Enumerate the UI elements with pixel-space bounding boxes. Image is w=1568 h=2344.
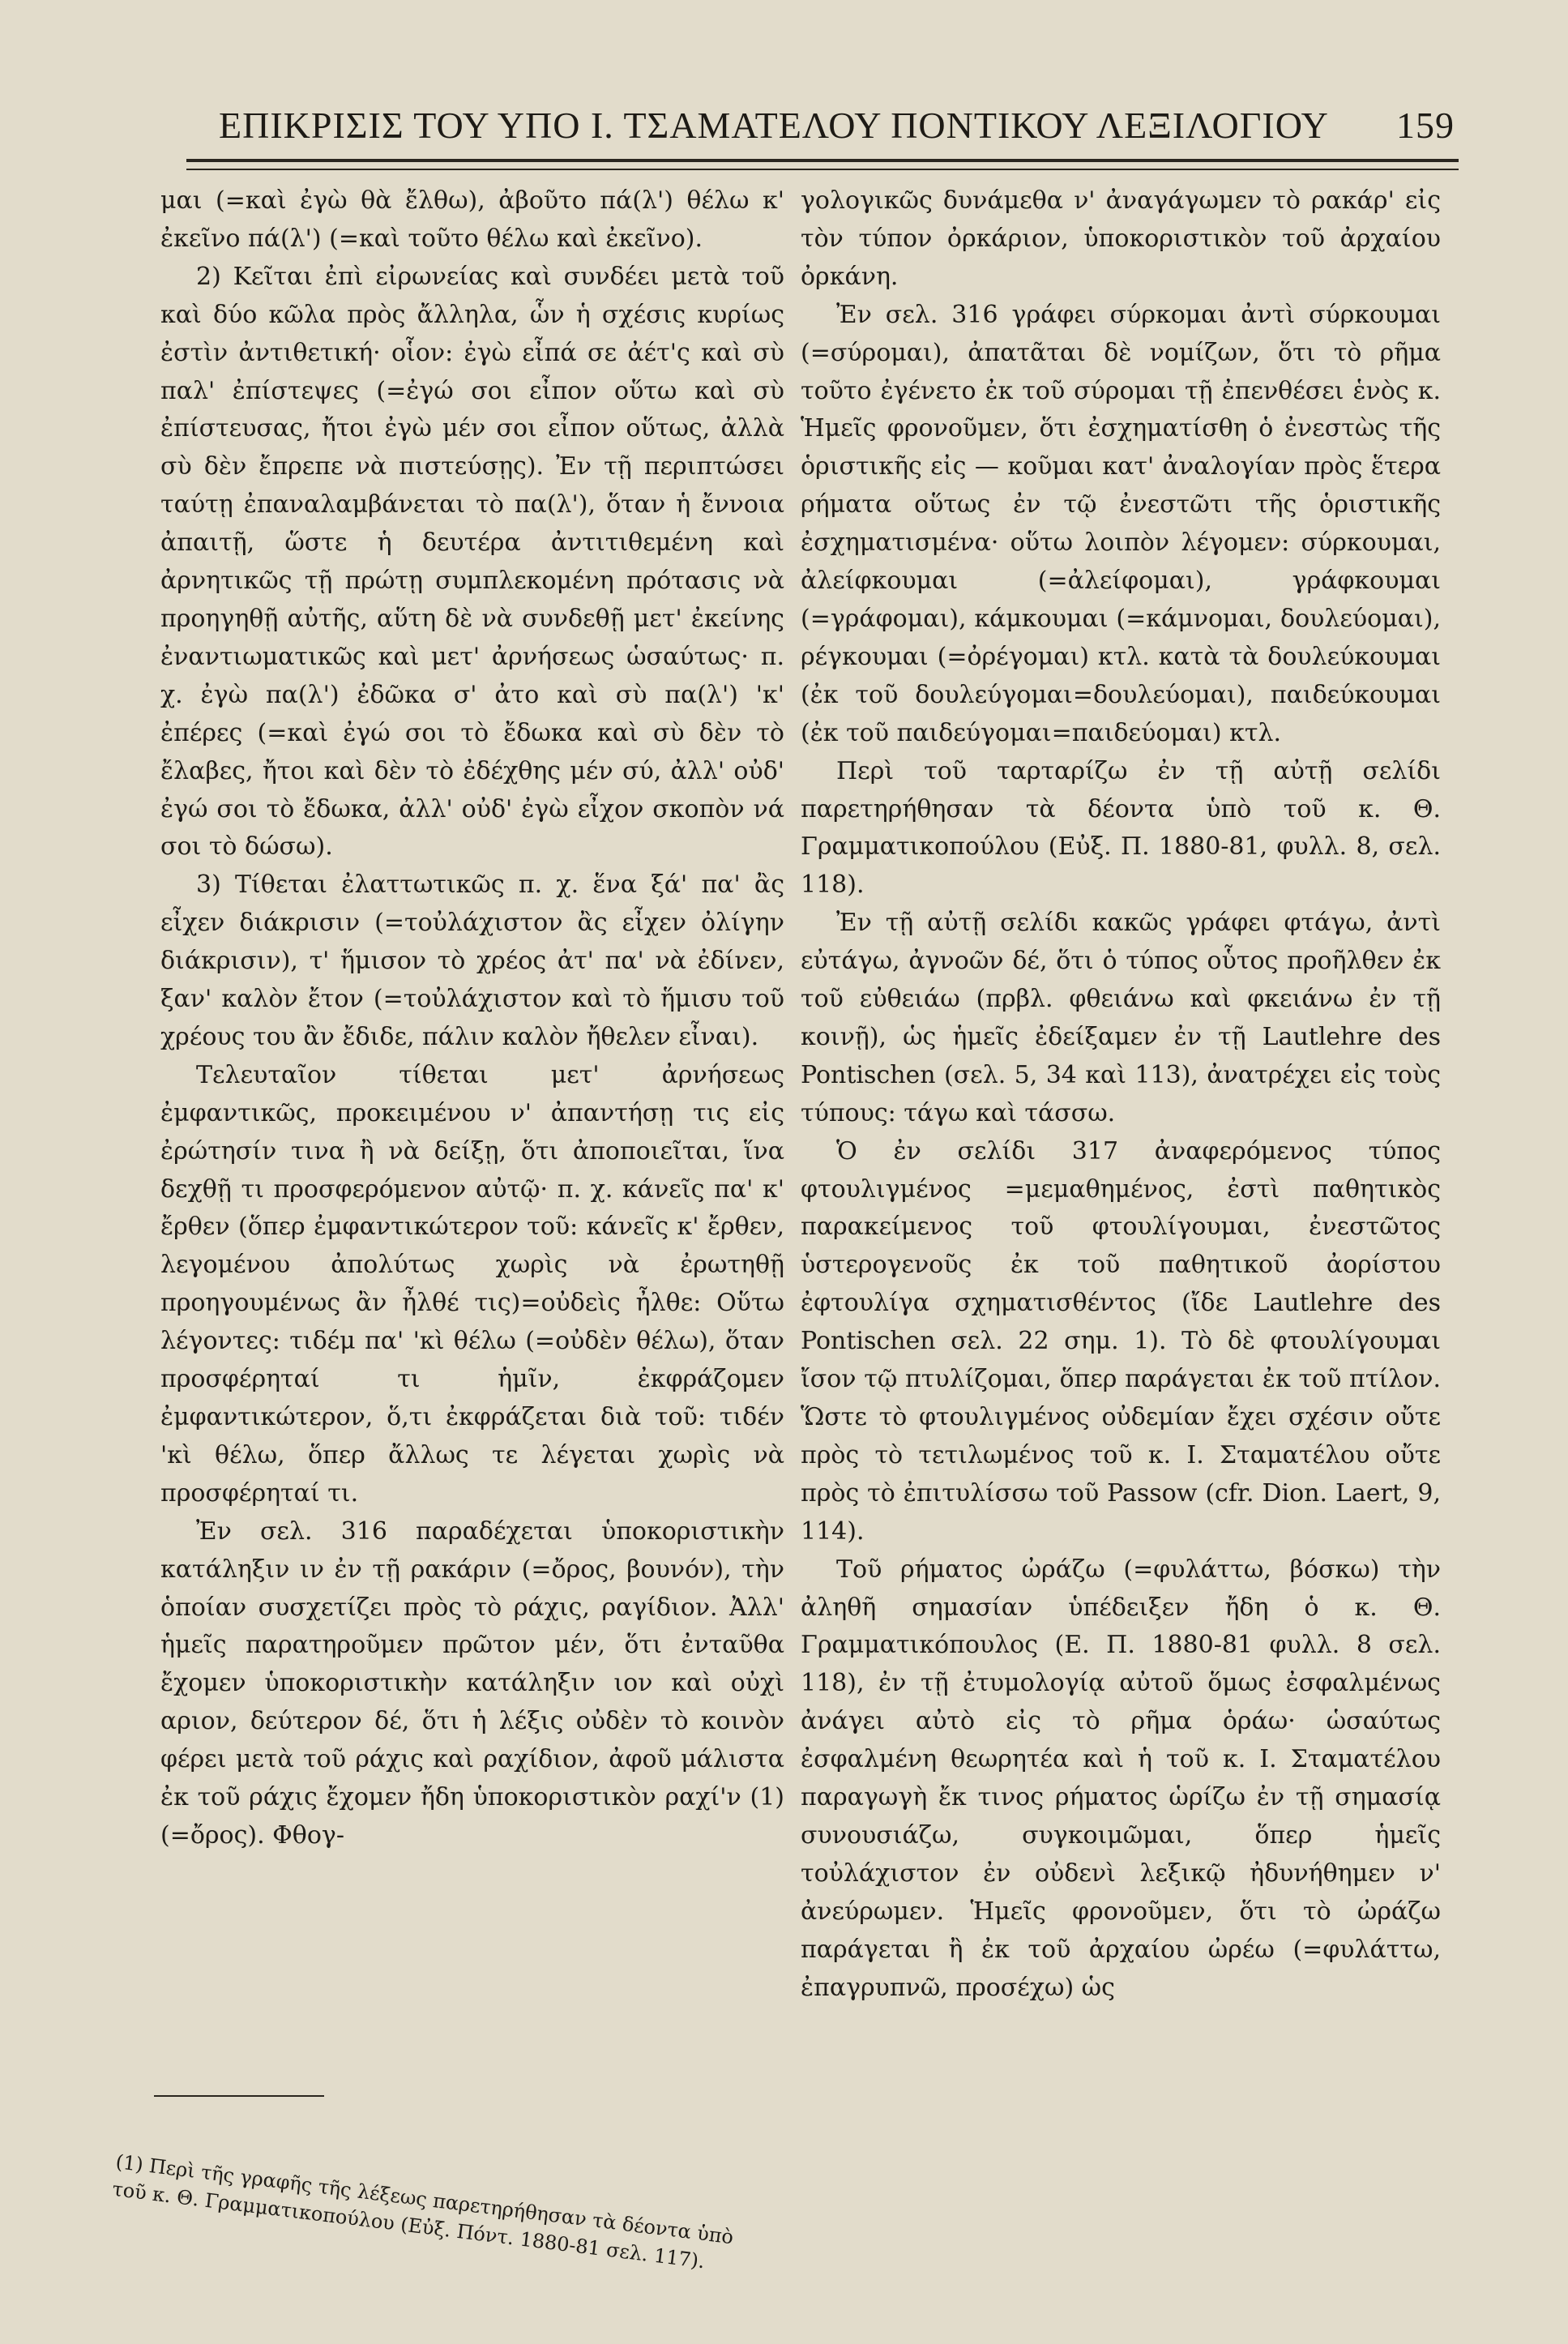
footnote-text: (1) Περὶ τῆς γραφῆς τῆς λέξεως παρετηρήθησαν τὰ δέοντα ὑπὸ τοῦ κ. Θ. Γραμματικοπούλου (Εὐξ. Πόντ. 1880-81 σελ. 117). <box>111 2149 735 2273</box>
left-column <box>160 182 784 1855</box>
footnote <box>111 2148 737 2278</box>
paragraph: γολογικῶς δυνάμεθα ν' ἀναγάγωμεν τὸ ρακάρ' εἰς τὸν τύπον ὀρκάριον, ὑποκοριστικὸν τοῦ ἀρχαίου ὀρκάνη. <box>801 186 1441 291</box>
paragraph: Ἐν σελ. 316 γράφει σύρκομαι ἀντὶ σύρκουμαι (=σύρομαι), ἀπατᾶται δὲ νομίζων, ὅτι τὸ ρῆμα τοῦτο ἐγένετο ἐκ τοῦ σύρομαι τῇ ἐπενθέσει ἑνὸς κ. Ἡμεῖς φρονοῦμεν, ὅτι ἐσχηματίσθη ὁ ἐνεστὼς τῆς ὁριστικῆς εἰς — κοῦμαι κατ' ἀναλογίαν πρὸς ἕτερα ρήματα οὕτως ἐν τῷ ἐνεστῶτι τῆς ὁριστικῆς ἐσχηματισμένα· οὕτω λοιπὸν λέγομεν: σύρκουμαι, ἀλείφκουμαι (=ἀλείφομαι), γράφκουμαι (=γράφομαι), κάμκουμαι (=κάμνομαι, δουλεύομαι), ρέγκουμαι (=ὀρέγομαι) κτλ. κατὰ τὰ δουλεύκουμαι (ἐκ τοῦ δουλεύγομαι=δουλεύομαι), παιδεύκουμαι (ἐκ τοῦ παιδεύγομαι=παιδεύομαι) κτλ. <box>801 300 1441 747</box>
page-number: 159 <box>1396 105 1455 146</box>
header-rule-thin <box>186 169 1459 170</box>
page-title: ΕΠΙΚΡΙΣΙΣ ΤΟΥ ΥΠΟ Ι. ΤΣΑΜΑΤΕΛΟΥ ΠΟΝΤΙΚΟΥ ΛΕΞΙΛΟΓΙΟΥ <box>219 105 1329 146</box>
paragraph: 2) Κεῖται ἐπὶ εἰρωνείας καὶ συνδέει μετὰ τοῦ καὶ δύο κῶλα πρὸς ἄλληλα, ὧν ἡ σχέσις κυρίως ἐστὶν ἀντιθετική· οἷον: ἐγὼ εἶπά σε ἀέτ'ς καὶ σὺ παλ' ἐπίστεψες (=ἐγώ σοι εἶπον οὕτω καὶ σὺ ἐπίστευσας, ἤτοι ἐγὼ μέν σοι εἶπον οὕτως, ἀλλὰ σὺ δὲν ἔπρεπε νὰ πιστεύσῃς). Ἐν τῇ περιπτώσει ταύτῃ ἐπαναλαμβάνεται τὸ πα(λ'), ὅταν ἡ ἔννοια ἀπαιτῇ, ὥστε ἡ δευτέρα ἀντιτιθεμένη καὶ ἀρνητικῶς τῇ πρώτῃ συμπλεκομένη πρότασις νὰ προηγηθῇ αὐτῆς, αὕτη δὲ νὰ συνδεθῇ μετ' ἐκείνης ἐναντιωματικῶς καὶ μετ' ἀρνήσεως ὡσαύτως· π. χ. ἐγὼ πα(λ') ἐδῶκα σ' ἀτο καὶ σὺ πα(λ') 'κ' ἐπέρες (=καὶ ἐγώ σοι τὸ ἔδωκα καὶ σὺ δὲν τὸ ἔλαβες, ἤτοι καὶ δὲν τὸ ἐδέχθης μέν σύ, ἀλλ' οὐδ' ἐγώ σοι τὸ ἔδωκα, ἀλλ' οὐδ' ἐγὼ εἶχον σκοπὸν νά σοι τὸ δώσω). <box>160 262 784 862</box>
paragraph: 3) Τίθεται ἐλαττωτικῶς π. χ. ἕνα ξά' πα' ἂς εἶχεν διάκρισιν (=τοὐλάχιστον ἂς εἶχεν ὀλίγην διάκρισιν), τ' ἥμισον τὸ χρέος ἀτ' πα' νὰ ἐδίνεν, ξαν' καλὸν ἔτον (=τοὐλάχιστον καὶ τὸ ἥμισυ τοῦ χρέους του ἂν ἔδιδε, πάλιν καλὸν ἤθελεν εἶναι). <box>160 870 784 1051</box>
paragraph: Ἐν τῇ αὐτῇ σελίδι κακῶς γράφει φτάγω, ἀντὶ εὐτάγω, ἀγνοῶν δέ, ὅτι ὁ τύπος οὗτος προῆλθεν ἐκ τοῦ εὐθειάω (πρβλ. φθειάνω καὶ φκειάνω ἐν τῇ κοινῇ), ὡς ἡμεῖς ἐδείξαμεν ἐν τῇ Lautlehre des Pontischen (σελ. 5, 34 καὶ 113), ἀνατρέχει εἰς τοὺς τύπους: τάγω καὶ τάσσω. <box>801 909 1441 1127</box>
paragraph: Τελευταῖον τίθεται μετ' ἀρνήσεως ἐμφαντικῶς, προκειμένου ν' ἀπαντήσῃ τις εἰς ἐρώτησίν τινα ἢ νὰ δείξῃ, ὅτι ἀποποιεῖται, ἵνα δεχθῇ τι προσφερόμενον αὐτῷ· π. χ. κάνεῖς πα' κ' ἔρθεν (ὅπερ ἐμφαντικώτερον τοῦ: κάνεῖς κ' ἔρθεν, λεγομένου ἀπολύτως χωρὶς νὰ ἐρωτηθῇ προηγουμένως ἂν ἦλθέ τις)=οὐδεὶς ἦλθε: Οὕτω λέγοντες: τιδέμ πα' 'κὶ θέλω (=οὐδὲν θέλω), ὅταν προσφέρηταί τι ἡμῖν, ἐκφράζομεν ἐμφαντικώτερον, ὅ,τι ἐκφράζεται διὰ τοῦ: τιδέν 'κὶ θέλω, ὅπερ ἄλλως τε λέγεται χωρὶς νὰ προσφέρηταί τι. <box>160 1060 784 1508</box>
right-column <box>801 182 1441 2008</box>
paragraph: Τοῦ ρήματος ὠράζω (=φυλάττω, βόσκω) τὴν ἀληθῆ σημασίαν ὑπέδειξεν ἤδη ὁ κ. Θ. Γραμματικόπουλος (Ε. Π. 1880-81 φυλλ. 8 σελ. 118), ἐν τῇ ἐτυμολογίᾳ αὐτοῦ ὅμως ἐσφαλμένως ἀνάγει αὐτὸ εἰς τὸ ρῆμα ὁράω· ὡσαύτως ἐσφαλμένη θεωρητέα καὶ ἡ τοῦ κ. Ι. Σταματέλου παραγωγὴ ἔκ τινος ρήματος ὡρίζω ἐν τῇ σημασίᾳ συνουσιάζω, συγκοιμῶμαι, ὅπερ ἡμεῖς τοὐλάχιστον ἐν οὐδενὶ λεξικῷ ἠδυνήθημεν ν' ἀνεύρωμεν. Ἡμεῖς φρονοῦμεν, ὅτι τὸ ὠράζω παράγεται ἢ ἐκ τοῦ ἀρχαίου ὠρέω (=φυλάττω, ἐπαγρυπνῶ, προσέχω) ὡς <box>801 1555 1441 2002</box>
paragraph: Περὶ τοῦ ταρταρίζω ἐν τῇ αὐτῇ σελίδι παρετηρήθησαν τὰ δέοντα ὑπὸ τοῦ κ. Θ. Γραμματικοπούλου (Εὐξ. Π. 1880-81, φυλλ. 8, σελ. 118). <box>801 756 1441 900</box>
paragraph: Ἐν σελ. 316 παραδέχεται ὑποκοριστικὴν κατάληξιν ιν ἐν τῇ ρακάριν (=ὄρος, βουνόν), τὴν ὁποίαν συσχετίζει πρὸς τὸ ράχις, ραγίδιον. Ἀλλ' ἡμεῖς παρατηροῦμεν πρῶτον μέν, ὅτι ἐνταῦθα ἔχομεν ὑποκοριστικὴν κατάληξιν ιον καὶ οὐχὶ αριον, δεύτερον δέ, ὅτι ἡ λέξις οὐδὲν τὸ κοινὸν φέρει μετὰ τοῦ ράχις καὶ ραχίδιον, ἀφοῦ μάλιστα ἐκ τοῦ ράχις ἔχομεν ἤδη ὑποκοριστικὸν ραχί'ν (1) (=ὄρος). Φθογ- <box>160 1516 784 1850</box>
footnote-rule <box>154 2095 324 2097</box>
header-rule-thick <box>186 159 1459 162</box>
paragraph: μαι (=καὶ ἐγὼ θὰ ἔλθω), ἀβοῦτο πά(λ') θέλω κ' ἐκεῖνο πά(λ') (=καὶ τοῦτο θέλω καὶ ἐκεῖνο). <box>160 186 784 253</box>
paragraph: Ὁ ἐν σελίδι 317 ἀναφερόμενος τύπος φτουλιγμένος =μεμαθημένος, ἐστὶ παθητικὸς παρακείμενος τοῦ φτουλίγουμαι, ἐνεστῶτος ὑστερογενοῦς ἐκ τοῦ παθητικοῦ ἀορίστου ἐφτουλίγα σχηματισθέντος (ἴδε Lautlehre des Pontischen σελ. 22 σημ. 1). Τὸ δὲ φτουλίγουμαι ἴσον τῷ πτυλίζομαι, ὅπερ παράγεται ἐκ τοῦ πτίλον. Ὥστε τὸ φτουλιγμένος οὐδεμίαν ἔχει σχέσιν οὔτε πρὸς τὸ τετιλωμένος τοῦ κ. Ι. Σταματέλου οὔτε πρὸς τὸ ἐπιτυλίσσω τοῦ Passow (cfr. Dion. Laert, 9, 114). <box>801 1136 1441 1546</box>
running-head <box>203 104 1455 147</box>
